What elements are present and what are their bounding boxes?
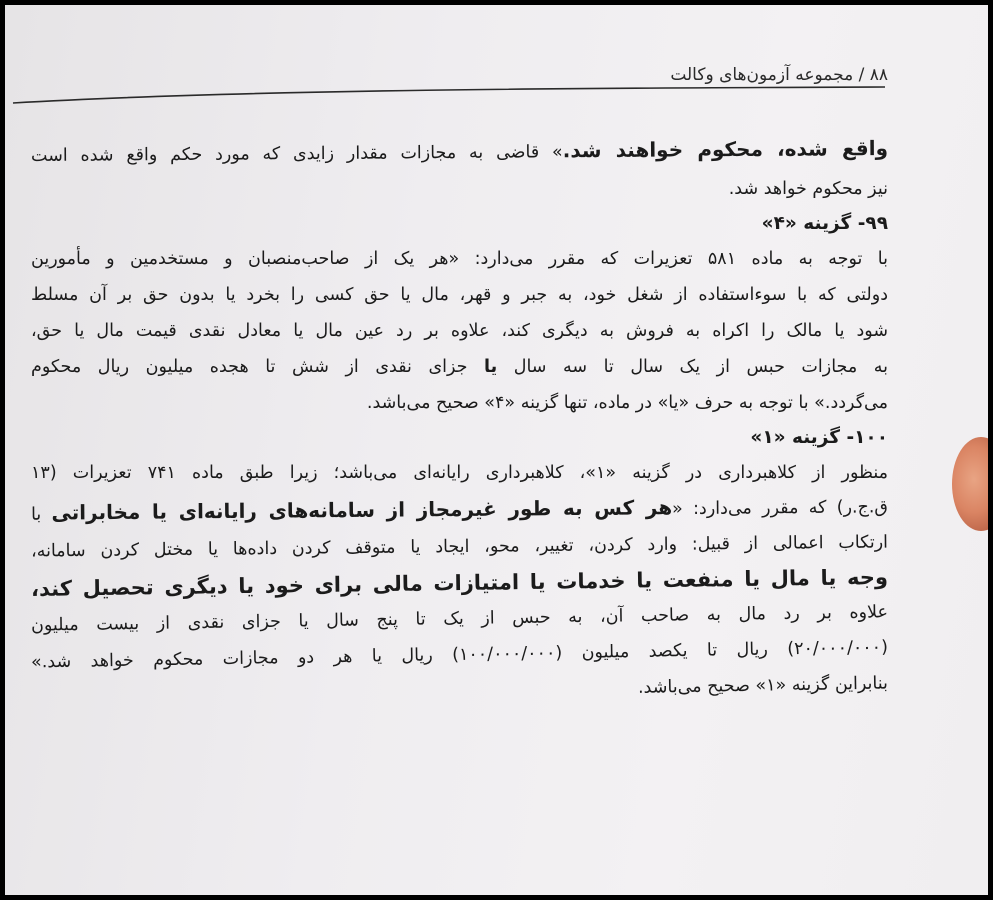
answer-100-line-3: ارتکاب اعمالی از قبیل: وارد کردن، تغییر، محو، ایجاد یا متوقف کردن داده‌ها یا مختل کردن سامانه،: [30, 532, 889, 562]
answer-99-line-4-part-a: به مجازات حبس از یک سال تا سه سال: [513, 357, 888, 377]
answer-100-line-6: (۲۰/۰۰۰/۰۰۰) ریال تا یکصد میلیون (۱۰۰/۰۰۰/۰۰۰) ریال یا هر دو مجازات محکوم خواهد شد.»: [30, 637, 889, 673]
answer-99-line-2: دولتی که با سوءاستفاده از شغل خود، به جبر و قهر، مال یا حق کسی را بخرد یا بدون حق بر آن مسلط: [31, 285, 888, 305]
answer-99-bold-ya: یا: [484, 357, 498, 377]
book-page: [5, 5, 988, 895]
answer-100-heading: ۱۰۰- گزینه «۱»: [750, 427, 888, 448]
thumb-finger: [952, 437, 988, 531]
answer-99-line-4: [31, 349, 888, 385]
intro-line-2: نیز محکوم خواهد شد.: [728, 179, 888, 199]
intro-bold-phrase: واقع شده، محکوم خواهند شد.: [562, 136, 889, 163]
intro-line-1-text: » قاضی به مجازات مقدار زایدی که مورد حکم واقع شده است: [30, 142, 563, 166]
answer-99-line-4-part-b: جزای نقدی از شش تا هجده میلیون ریال محکوم: [31, 357, 468, 377]
answer-99-line-3: شود یا مالک را اکراه به فروش به دیگری کند، علاوه بر رد عین مال یا معادل نقدی قیمت مال یا حق،: [31, 321, 888, 341]
running-header: [670, 65, 888, 85]
answer-100-line-1: منظور از کلاهبرداری در گزینه «۱»، کلاهبرداری رایانه‌ای می‌باشد؛ زیرا طبق ماده ۷۴۱ تعزیرات (۱۳: [31, 463, 888, 483]
answer-100-line-2-part-b: با: [30, 504, 42, 525]
answer-100-bold-quote: هر کس به طور غیرمجاز از سامانه‌های رایانه‌ای یا مخابراتی: [51, 495, 673, 525]
page-body: [31, 133, 888, 709]
answer-99-heading: ۹۹- گزینه «۴»: [761, 213, 888, 234]
header-separator: /: [858, 65, 865, 85]
intro-line-1: [31, 130, 888, 174]
book-title: مجموعه آزمون‌های وکالت: [670, 65, 854, 85]
answer-100-line-5: علاوه بر رد مال به صاحب آن، به حبس از یک تا پنج سال یا جزای نقدی از بیست میلیون: [30, 602, 889, 636]
answer-100-bold-line: وجه یا مال یا منفعت یا خدمات یا امتیازات مالی برای خود یا دیگری تحصیل کند،: [30, 565, 889, 601]
answer-99-line-5: می‌گردد.» با توجه به حرف «یا» در ماده، تنها گزینه «۴» صحیح می‌باشد.: [366, 393, 888, 413]
page-number: ۸۸: [869, 65, 888, 85]
answer-99-line-1: با توجه به ماده ۵۸۱ تعزیرات که مقرر می‌دارد: «هر یک از صاحب‌منصبان و مستخدمین و مأمورین: [31, 249, 888, 269]
answer-100-line-7: بنابراین گزینه «۱» صحیح می‌باشد.: [637, 673, 889, 698]
answer-100-line-2-part-a: ق.ج.ر) که مقرر می‌دارد: «: [672, 497, 889, 520]
